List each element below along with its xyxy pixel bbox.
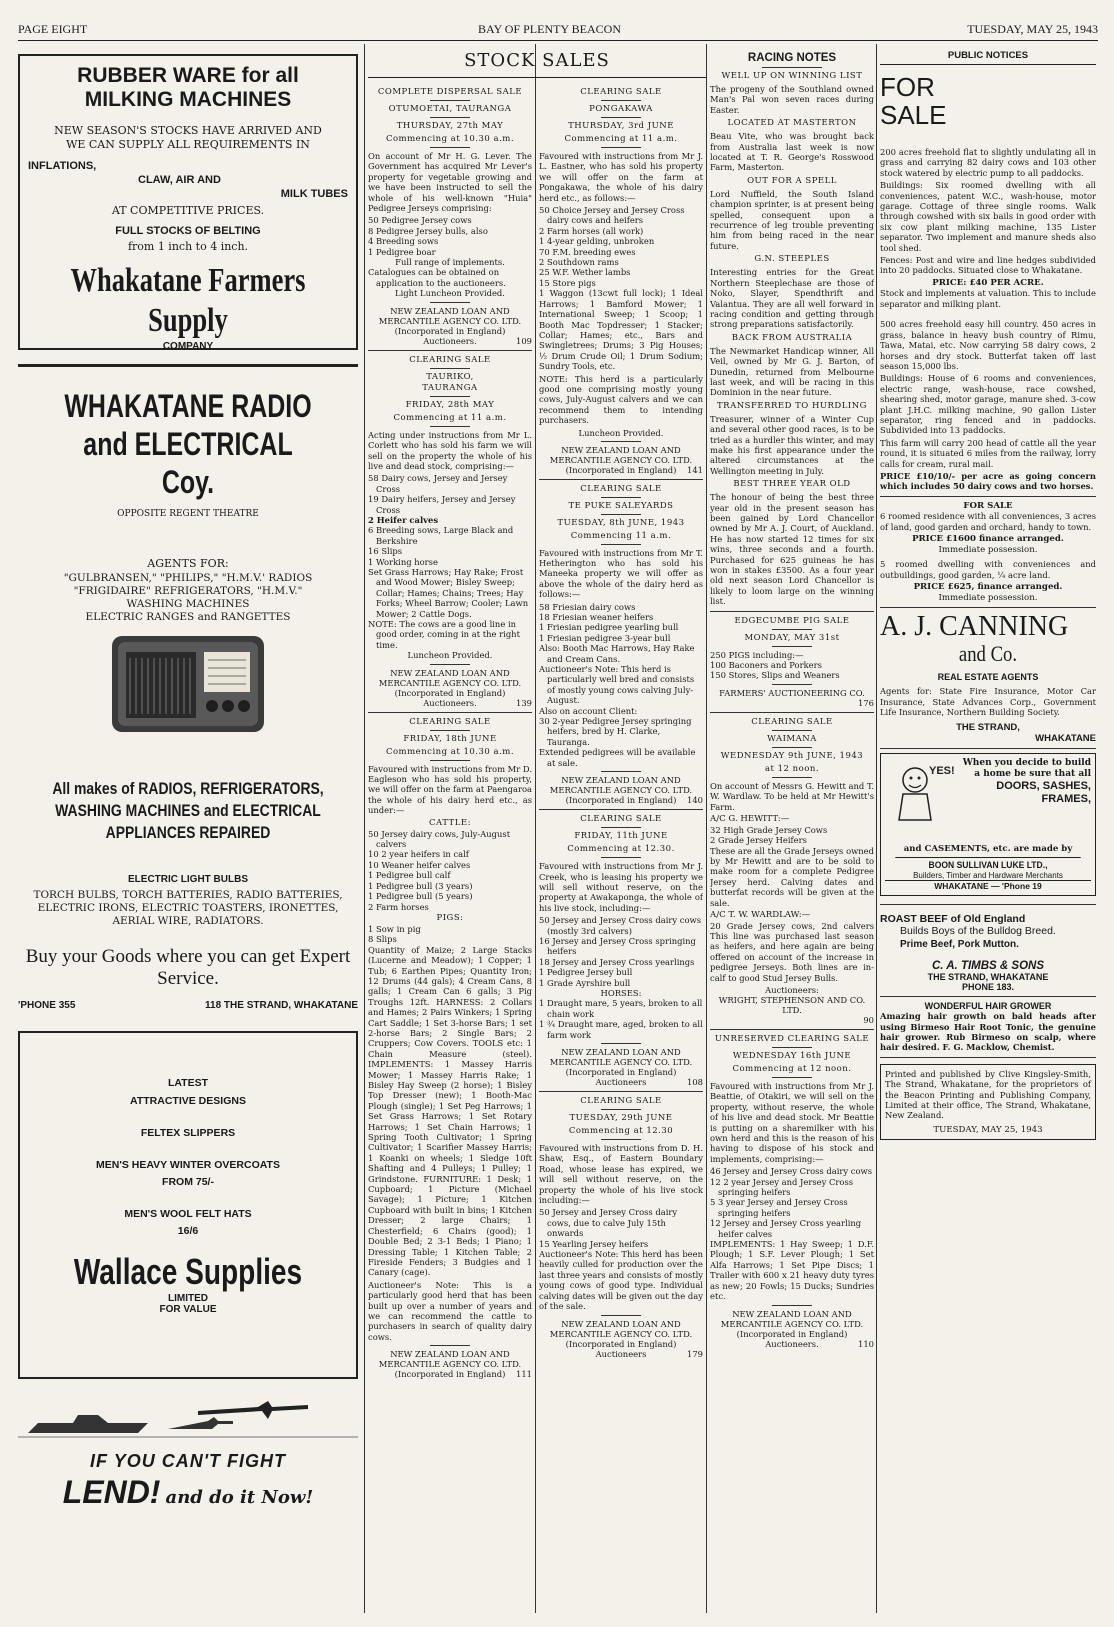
phone-number: WHAKATANE — 'Phone 19 [885,880,1091,891]
ad-text: "FRIGIDAIRE" REFRIGERATORS, "H.M.V." [73,585,303,597]
ad-text: CLAW, AIR AND [138,174,221,186]
notice-body: Immediate possession. [938,544,1038,555]
ad-text: FULL STOCKS OF BELTING [115,225,261,237]
list-item: 1 Sow in pig [368,923,421,934]
ad-text: 16/6 [177,1225,199,1237]
sale-body: 20 Grade Jersey cows, 2nd calvers This line was purchased last season as heifers, and here again are being offered on account of the increase in pedigree Jerseys. Both lines are in-calf to good Stud Jersey Bulls. [710,920,874,983]
sale-time: Commencing at 12.30 [568,1126,674,1136]
ad-text: and CASEMENTS, etc. are made by [903,843,1073,854]
sale-body: IMPLEMENTS: 1 Hay Sweep; 1 D.F. Plough; 1 S.F. Lever Plough; 1 Set Alfa Harrows; 1 Set Pipe Discs; 1 Trailer with 600 x 21 heavy duty tyres as new; 20 Fowls; 15 Ducks; Sundries etc. [710,1239,874,1302]
sale-note: Auctioneer's Note: This herd has been heavily culled for production over the last three years and consists of mostly young cows of good type. Individual calving dates will be given out the day of the sale. [539,1249,703,1312]
ad-repairs: All makes of RADIOS, REFRIGERATORS, WASHING MACHINES and ELECTRICAL APPLIANCES REPAIRED [52,779,324,842]
sale-date: MONDAY, MAY 31st [744,632,840,643]
ad-text: MILK TUBES [280,188,348,200]
notice-body: This farm will carry 200 head of cattle all the year round, it is situated 6 miles from the railway, lorry calls for cream, rural mail. [880,437,1096,469]
radio-illustration [108,630,268,740]
list-item: 2 Southdown rams [539,257,619,268]
account-heading: A/C T. W. WARDLAW:— [710,909,811,920]
sale-place: OTUMOETAI, TAURANGA [388,104,512,114]
list-item: 70 F.M. breeding ewes [539,246,636,257]
sale-body: 1 Waggon (13cwt full lock); 1 Ideal Harrows; 1 Bamford Mower; 1 International Sweep; 1 Scoop; 1 Booth Mac Topdresser; 1 Stacker; Collar; Hames; etc., Bars and Swingletrees; Drums; 3 Pig Houses; ½ Drum Crude Oil; 1 Drum Sodium; Sundry Tools, etc. [539,288,703,372]
sale-pongakawa [539,87,703,475]
public-notices-column [880,44,1096,1613]
ad-text: ELECTRIC LIGHT BULBS [128,874,248,885]
ad-text: AGENTS FOR: [147,557,229,570]
sale-heading: CLEARING SALE [409,354,491,365]
ad-text: OPPOSITE REGENT THEATRE [117,509,259,519]
sale-heading: CLEARING SALE [751,716,833,727]
sale-body: On account of Mr H. G. Lever. The Government has acquired Mr Lever's property for vegetable growing and we have been instructed to sell the whole of his well-known "Huia" Pedigree Jerseys comprising: [368,151,532,214]
list-item: 46 Jersey and Jersey Cross dairy cows [710,1166,872,1177]
ad-number: 90 [863,1014,874,1025]
firm-name: and Co. [958,641,1018,667]
ad-text: DOORS, SASHES, FRAMES, [996,779,1091,805]
ad-number: 111 [516,1369,532,1380]
svg-text:YES!: YES! [929,764,955,777]
list-item: 50 Choice Jersey and Jersey Cross dairy cows and heifers [539,205,685,226]
notice-body: 200 acres freehold flat to slightly undulating all in grass and carrying 82 dairy cows and 103 other stock watered by electric pump to all paddocks. [880,147,1096,178]
phone-number: 'PHONE 355 [18,1000,76,1011]
sale-otumoetai [368,87,532,346]
notice-body: Stock and implements at valuation. This to include separator and milking plant. [880,288,1096,309]
masthead [18,16,1098,41]
roast-beef-ad [880,913,1096,992]
issue-date: TUESDAY, MAY 25, 1943 [967,22,1098,36]
ad-text: Builders, Timber and Hardware Merchants [913,871,1063,881]
column-rule [876,44,877,1613]
canning-ad [880,612,1096,743]
rubber-ware-ad [18,54,358,350]
note-heading: BEST THREE YEAR OLD [733,479,851,490]
ad-text: LIMITED [168,1293,208,1304]
list-item: 2 Grade Jersey Heifers [710,835,807,846]
edgecumbe-pig-sale [710,616,874,708]
list-item: 4 Breeding sows [368,236,439,247]
account-heading: A/C G. HEWITT:— [710,814,790,825]
sale-date: TUESDAY, 29th JUNE [569,1113,673,1123]
ad-text: WHAKATANE [1035,732,1096,744]
auctioneer-label: Auctioneers [595,1348,647,1359]
ad-number: 109 [516,335,532,346]
list-item: 50 Jersey and Jersey Cross dairy cows, due to calve July 15th onwards [539,1207,678,1239]
ad-text: FELTEX SLIPPERS [140,1127,236,1139]
list-item: 16 Jersey and Jersey Cross springing heifers [539,935,696,957]
ad-text: MEN'S WOOL FELT HATS [124,1208,252,1220]
sale-heading: CLEARING SALE [580,483,662,494]
auctioneer: NEW ZEALAND LOAN AND MERCANTILE AGENCY CO. LTD. [549,1047,693,1067]
list-item: 12 Jersey and Jersey Cross yearling heifer calves [710,1218,862,1239]
list-item: 18 Friesian weaner heifers [539,612,654,622]
auctioneer-label: Auctioneers [595,1077,647,1087]
sale-date: WEDNESDAY 16th JUNE [732,1050,852,1061]
ad-number: 179 [687,1348,703,1359]
sale-te-puke [539,484,703,806]
list-item: Extended pedigrees will be available at sale. [539,747,696,768]
unreserved-sale [710,1034,874,1349]
auctioneer-note: (Incorporated in England) [394,1369,506,1380]
sale-date: FRIDAY, 18th JUNE [403,733,497,744]
sale-body: Favoured with instructions from Mr T. Hetherington who has sold his Maneeka property we will offer as above the whole of the dairy herd as follows:— [539,547,703,600]
ad-text: INFLATIONS, [28,160,97,172]
auctioneer: WRIGHT, STEPHENSON AND CO. LTD. [718,994,866,1015]
list-item: 8 Slips [368,934,397,945]
sale-heading: COMPLETE DISPERSAL SALE [377,87,523,97]
wallace-supplies-ad [18,1031,358,1379]
ad-text: MEN'S HEAVY WINTER OVERCOATS [96,1159,280,1171]
subheading: CATTLE: [429,817,471,828]
list-item: Light Luncheon Provided. [395,288,505,299]
sale-date: WEDNESDAY 9th JUNE, 1943 [720,750,864,761]
auctioneer-note: (Incorporated in England) [394,687,506,698]
note-body: Beau Vite, who was brought back from Australia last week is now located at T. R. George's Rosswood Farm, Masterton. [710,131,874,173]
sale-date: TUESDAY, 8th JUNE, 1943 [557,517,685,528]
ad-text: ELECTRIC RANGES and RANGETTES [85,611,291,623]
ad-text: REAL ESTATE AGENTS [937,672,1039,683]
builder-cartoon-icon [885,760,955,824]
sale-place: PONGAKAWA [589,104,653,114]
notice-body: 6 roomed residence with all conveniences, 3 acres of land, good garden and orchard, handy to town. [880,511,1096,532]
ad-text: ATTRACTIVE DESIGNS [130,1095,246,1107]
sale-heading: CLEARING SALE [580,814,662,825]
sale-body: Favoured with instructions from Mr J. Creek, who is leasing his property we will sell without reserve, on the property at Awakaponga, the whole of his live stock, including:— [539,861,703,913]
list-item: 1 Working horse [368,556,438,567]
imprint [880,1064,1096,1141]
list-item: 1 Friesian pedigree 3-year bull [539,632,671,643]
ad-text: LATEST [167,1077,209,1089]
list-item: 2 Farm horses (all work) [539,225,644,236]
section-title: RACING NOTES [747,52,837,64]
list-item: 10 Weaner heifer calves [368,859,471,870]
sale-place: TAURANGA [422,382,478,393]
auctioneer-label: Auctioneers. [423,697,477,708]
list-item: 1 Pedigree boar [368,246,436,257]
auctioneer-note: (Incorporated in England) [565,1338,677,1349]
auctioneer-note: (Incorporated in England) [565,1067,677,1077]
ad-text: AT COMPETITIVE PRICES. [111,204,265,217]
ad-contact [18,1000,358,1014]
auctioneer: FARMERS' AUCTIONEERING CO. [719,687,865,698]
note-body: Treasurer, winner of a Winter Cup and several other good races, is to be tried as a hurdler this winter, and may make his first appearance under the altered circumstances at the Wellington meeting in July. [710,413,874,476]
list-item: Set Grass Harrows; Hay Rake; Frost and Wood Mower; Bisley Sweep; Collar; Hames; Chains; Trees; Hay Forks; Wheel Barrow; Cooler; Lawn Mower; 2 Cattle Dogs. [368,566,529,619]
price: PRICE: £40 PER ACRE. [932,277,1044,288]
auctioneer-label: Auctioneers: [765,984,819,995]
sale-heading: CLEARING SALE [580,1096,662,1106]
sale-heading: UNRESERVED CLEARING SALE [714,1033,870,1044]
note-heading: OUT FOR A SPELL [747,175,837,186]
note-body: The honour of being the best three year old in the present season has been gained by Lord Chancellor owned by Mr A. J. Court, of Auckland. He has now started 12 times for six wins, three seconds and a fourth. Purchased for 625 guineas he has won in stakes £3500. As a four year old next season Lord Chancellor is likely to loom large on the winning list. [710,492,874,607]
sale-shaw [539,1096,703,1359]
ad-headline: ROAST BEEF of Old England [880,913,1026,926]
notice-body: 5 roomed dwelling with conveniences and outbuildings, good garden, ¼ acre land. [880,559,1096,580]
firm-name: C. A. TIMBS & SONS [931,960,1045,973]
list-item: 12 2 year Jersey and Jersey Cross springing heifers [710,1176,854,1198]
sale-date: FRIDAY, 11th JUNE [574,831,668,842]
phone-number: PHONE 183. [961,982,1015,993]
notice-body: 500 acres freehold easy hill country. 450 acres in grass, balance in heavy bush country of Rimu, Tawa, Matai, etc. Now carrying 58 dairy cows, 2 horses and dry stock. Butterfat taken off last season 15,000 lbs. [880,319,1096,371]
war-loan-ad [18,1393,358,1513]
sale-time: Commencing at 12 noon. [732,1063,852,1074]
notice-body: Fences: Post and wire and line hedges subdivided into 20 paddocks. Situated close to Whakatane. [880,255,1096,276]
note-heading: G.N. STEEPLES [754,254,830,265]
auctioneer: NEW ZEALAND LOAN AND MERCANTILE AGENCY CO. LTD. [549,775,693,796]
auctioneer: NEW ZEALAND LOAN AND MERCANTILE AGENCY CO. LTD. [378,305,522,326]
ad-text: NEW SEASON'S STOCKS HAVE ARRIVED AND [54,124,322,137]
auctioneer-note: (Incorporated in England) [736,1328,848,1339]
list-item: 50 Jersey and Jersey Cross dairy cows (mostly 3rd calvers) [539,915,701,936]
auctioneer-label: Auctioneers. [765,1338,819,1349]
advertisement-column [18,44,358,1613]
address: 118 THE STRAND, WHAKATANE [205,1000,358,1011]
column-rule [706,44,707,1613]
sale-creek [539,814,703,1087]
stock-column-2 [539,84,703,1613]
sale-time: Commencing 11 a.m. [570,530,672,541]
ad-number: 140 [687,795,703,806]
firm-name: Wallace Supplies [73,1251,303,1292]
ad-headline: WONDERFUL HAIR GROWER [924,1001,1052,1012]
list-item: Auctioneer's Note: This herd is particularly well bred and consists of mostly young cows calving July-August. [539,664,695,706]
ad-text: COMPANY [162,341,214,352]
waimana-sale [710,717,874,1025]
sale-note: Auctioneer's Note: This is a particularly good herd that has been built up over a number of years and we can recommend the cattle to purchasers in search of quality dairy cows. [368,1279,532,1342]
note-body: The Newmarket Handicap winner, All Veil, owned by Mr G. J. Barton, of Dunedin, returned from Melbourne last week, and will be racing in this Dominion in the near future. [710,345,874,398]
sale-time: Commencing at 12.30. [567,844,675,855]
price: PRICE £625, finance arranged. [913,582,1063,593]
ad-headline: and ELECTRICAL Coy. [83,426,293,500]
sale-date: THURSDAY, 27th MAY [396,121,504,131]
luncheon-note: Luncheon Provided. [578,427,664,438]
list-item: 50 Pedigree Jersey cows [368,215,472,226]
list-item: 6 Breeding sows, Large Black and Berkshire [368,525,514,546]
list-item: 58 Dairy cows, Jersey and Jersey Cross [368,473,508,494]
sale-body: On account of Messrs G. Hewitt and T. W. Wardlaw. To be held at Mr Hewitt's Farm. [710,780,874,812]
sale-time: Commencing at 11 a.m. [393,412,507,423]
sale-body: Favoured with instructions from Mr J. L. Eastner, who has sold his property we will offer on the farm at Pongakawa, the whole of his dairy herd etc., as follows:— [539,151,703,203]
auctioneer-note: (Incorporated in England) [394,325,506,336]
ad-text: "GULBRANSEN," "PHILIPS," "H.M.V.' RADIOS [63,572,313,584]
section-title: STOCK SALES [368,50,706,78]
sale-time: Commencing at 11 a.m. [564,134,678,144]
list-item: 1 Friesian pedigree yearling bull [539,622,679,633]
list-item: Full range of implements. [395,257,505,268]
list-item: 1 Draught mare, 5 years, broken to all chain work [539,998,703,1019]
ad-text: FROM 75/- [162,1176,214,1188]
sale-body: Quantity of Maize; 2 Large Stacks (Lucerne and Meadow); 1 Copper; 1 Tub; 6 Earthen Pipes; Quantity Iron; 12 Drums (44 gals); 4 Cream Cans, 8 galls; 1 Cream Can 6 galls; 3 Pig Troughs 12ft. HARNESS: 2 Collars and Hames; 2 Pairs Winkers; 1 Spring Cart Saddle; 1 Set 3-horse Bars; 1 set 2-horse Bars; 2 Single Bars; 2 Cruppers; Cow Covers. TOOLS etc: 1 Chain Measure (steel). IMPLEMENTS: 1 Massey Harris Mower; 1 Massey Harris Rake; 1 Bisley Hay Sweep (2 horse); 1 Bisley Top Dresser (new); 1 Booth-Mac Plough (single); 1 Set Peg Harrows; 1 Set Grass Harrows; 1 Set Rotary Harrows; 1 Set Chain Harrows; 1 Spring Tooth Cultivator; 1 Spring Cultivator; 1 Scarifier Massey Harris; 1 Koanki on wheels; 1 Sledge 10ft Shafting and 4 Pulleys; 1 Pulley; 1 Grindstone. FURNITURE: 1 Desk; 1 Cupboard; 1 Picture (Michael Savage); 1 Picture; 1 Kitchen Cupboard with built in bins; 1 Kitchen Dresser; 2 large Chairs; 1 Chesterfield; 6 Chairs (good); 1 Double Bed; 2 3-1 Beds; 1 Piano; 1 Dressing Table; 1 Kitchen Table; 2 Fireside Fenders; 3 Budgies and 1 Canary (cage). [368,944,532,1278]
auctioneer-label: Auctioneers. [423,335,477,346]
auctioneer: NEW ZEALAND LOAN AND MERCANTILE AGENCY CO. LTD. [378,667,522,688]
list-item: 5 3 year Jersey and Jersey Cross springing heifers [710,1197,848,1218]
sale-time: Commencing at 10.30 a.m. [385,134,515,144]
sale-place: WAIMANA [767,733,817,744]
ad-slogan: Buy your Goods where you can get Expert Service. [25,946,351,989]
price: PRICE £1600 finance arranged. [912,534,1064,545]
racing-notes-column [710,44,874,1613]
ad-number: 108 [687,1077,703,1087]
auctioneer: NEW ZEALAND LOAN AND MERCANTILE AGENCY CO. LTD. [549,444,693,465]
note-heading: LOCATED AT MASTERTON [727,118,857,129]
boon-sullivan-ad [880,753,1096,897]
ad-number: 141 [687,464,703,475]
auctioneer: NEW ZEALAND LOAN AND MERCANTILE AGENCY CO. LTD. [549,1318,693,1339]
auctioneer-note: (Incorporated in England) [565,795,677,806]
list-item: 100 Baconers and Porkers [710,660,822,671]
notice-body: Buildings: House of 6 rooms and conveniences, electric range, wash-house, race cowshed, shearing shed, motor garage, manure shed. 3-cow plant J.H.C. milking machine, 90 gallon Lister separator, ring fenced and in paddocks. Subdivided into 13 paddocks. [880,373,1096,436]
list-item: 15 Store pigs [539,277,596,288]
sale-heading: CLEARING SALE [409,716,491,727]
sale-place: TE PUKE SALEYARDS [568,500,674,511]
hair-grower-ad [880,1001,1096,1053]
sale-place: TAURIKO, [426,371,474,382]
ad-text: from 1 inch to 4 inch. [127,240,249,253]
list-item: 250 PIGS including:— [710,649,804,660]
slogan-line: IF YOU CAN'T FIGHT [90,1451,286,1471]
price: PRICE £10/10/- per acre as going concern which includes 50 dairy cows and two horses. [880,470,1096,492]
firm-name: BOON SULLIVAN LUKE LTD., [895,857,1080,871]
paper-name: BAY OF PLENTY BEACON [478,22,622,36]
sale-heading: EDGECUMBE PIG SALE [734,615,850,626]
for-sale-heading: FOR SALE [963,500,1013,511]
slogan-lend: LEND! [62,1474,161,1510]
sale-body: Favoured with instructions from D. H. Shaw, Esq., of Eastern Boundary Road, whose lease has expired, we will sell without reserve, on the property the whole of his live stock including:— [539,1143,703,1206]
list-item: 1 Pedigree bull calf [368,870,451,881]
radio-electrical-ad [18,364,358,1011]
list-item: 30 2-year Pedigree Jersey springing heifers, bred by H. Clarke, Tauranga. [539,716,692,747]
list-item: 1 Grade Ayrshire bull [539,977,631,988]
list-item: Also on account Client: [539,705,638,716]
list-item: 1 ¾ Draught mare, aged, broken to all farm work [539,1019,703,1040]
imprint-text: Printed and published by Clive Kingsley-Smith, The Strand, Whakatane, for the proprietors of the Beacon Printing and Publishing Company, Limited at their office, The Strand, Whakatane, New Zealand. [885,1068,1091,1121]
ad-text: When you decide to build a home be sure that all [962,757,1091,779]
list-item: 1 Pedigree bull (3 years) [368,880,473,891]
list-item: 58 Friesian dairy cows [539,601,636,612]
ad-text: WE CAN SUPPLY ALL REQUIREMENTS IN [66,138,310,151]
list-item: 1 Pedigree bull (5 years) [368,891,473,902]
for-sale-heading: FOR SALE [880,72,947,130]
sale-note: NOTE: This herd is a particularly good one comprising mostly young cows, July-August calvers and we can recommend them to intending purchasers. [539,373,703,426]
sale-date: THURSDAY, 3rd JUNE [568,121,674,131]
ad-number: 139 [516,697,532,708]
list-item: 19 Dairy heifers, Jersey and Jersey Cross [368,494,516,515]
firm-name: A. J. CANNING [880,611,1069,643]
list-item: Luncheon Provided. [407,650,493,661]
subheading: PIGS: [436,912,464,923]
sale-body: These are all the Grade Jerseys owned by Mr Hewitt and are to be sold to make room for a complete Pedigree Jersey herd. Calving dates and butterfat records will be given at the sale. [710,845,874,908]
auctioneer: NEW ZEALAND LOAN AND MERCANTILE AGENCY CO. LTD. [378,1349,522,1370]
list-item: HORSES: [600,987,642,998]
address: THE STRAND, WHAKATANE [927,972,1049,983]
sale-date: FRIDAY, 28th MAY [405,399,495,410]
sale-time: at 12 noon. [764,763,820,774]
ad-headline: MILKING MACHINES [84,88,292,111]
list-item: 16 Slips [368,546,403,557]
list-item: 32 High Grade Jersey Cows [710,824,828,835]
stock-column-1 [368,84,532,1613]
list-item: NOTE: The cows are a good line in good order, coming in at the right time. [368,619,520,650]
sale-body: Favoured with instructions from Mr J. Beattie, of Otakiri, we will sell on the property, without reserve, the whole of his live and dead stock. Mr Beattie is putting on a sharemilker with his own herd and this is the reason of his having to dispose of his stock and implements, comprising:— [710,1080,874,1164]
list-item: 25 W.F. Wether lambs [539,267,631,278]
firm-name: Whakatane Farmers Supply [70,262,306,339]
list-item: 2 Heifer calves [368,514,439,525]
ad-text: FOR VALUE [159,1304,217,1315]
auctioneer-note: (Incorporated in England) [565,464,677,475]
note-body: Lord Nuffield, the South Island champion sprinter, is at present being spelled, consequent upon a recurrence of leg trouble preventing him from being raced in the near future. [710,188,874,251]
ad-text: Builds Boys of the Bulldog Breed. [900,925,1056,938]
sale-body: Favoured with instructions from Mr D. Eagleson who has sold his property, we will offer on the farm at Paengaroa the whole of his dairy herd etc., as under:— [368,763,532,816]
list-item: 1 4-year gelding, unbroken [539,236,655,247]
sale-time: Commencing at 10.30 a.m. [385,746,515,757]
list-item: 8 Pedigree Jersey bulls, also [368,225,488,236]
section-title: PUBLIC NOTICES [880,50,1096,65]
slogan-now: and do it Now! [165,1487,314,1508]
ad-headline: RUBBER WARE for all [77,64,299,87]
sale-body: Acting under instructions from Mr L. Corlett who has sold his farm we will sell on the property the whole of his live and dead stock, comprising:— [368,429,532,471]
note-heading: TRANSFERRED TO HURDLING [717,400,867,411]
ad-text: THE STRAND, [956,721,1020,733]
issue-date: TUESDAY, MAY 25, 1943 [933,1124,1043,1135]
ad-text: TORCH BULBS, TORCH BATTERIES, RADIO BATTERIES, ELECTRIC IRONS, ELECTRIC TOASTERS, IRONETTES, AERIAL WIRE, RADIATORS. [33,889,343,927]
sale-eagleson [368,717,532,1380]
ad-text: Amazing hair growth on bald heads after using Birmeso Hair Root Tonic, the genuine hair grower. Rub Birmeso on scalp, where hair desired. F. G. Macklow, Chemist. [880,1011,1096,1053]
column-rule [364,44,365,1613]
ad-text: Prime Beef, Pork Mutton. [900,939,1019,951]
auctioneer: NEW ZEALAND LOAN AND MERCANTILE AGENCY CO. LTD. [720,1308,864,1329]
list-item: 1 Pedigree Jersey bull [539,967,633,978]
ad-text: WASHING MACHINES [126,598,250,610]
ad-text: Agents for: State Fire Insurance, Motor Car Insurance, State Advances Corp., Government Life Insurance, Northern Building Society. [880,686,1096,718]
list-item: 15 Yearling Jersey heifers [539,1238,649,1249]
list-item: Catalogues can be obtained on application to the auctioneers. [368,267,506,288]
ad-number: 110 [858,1338,874,1349]
ad-headline: WHAKATANE RADIO [64,388,312,424]
list-item: 50 Jersey dairy cows, July-August calvers [368,828,511,850]
note-heading: WELL UP ON WINNING LIST [721,71,863,81]
note-heading: BACK FROM AUSTRALIA [731,332,853,343]
ad-number: 176 [858,697,874,708]
list-item: 2 Farm horses [368,901,429,912]
sale-heading: CLEARING SALE [580,87,662,97]
list-item: 10 2 year heifers in calf [368,849,469,860]
list-item: 150 Stores, Slips and Weaners [710,670,840,681]
sale-tauriko [368,355,532,708]
note-body: The progeny of the Southland owned Man's Pal won seven races during Easter. [710,84,874,115]
notice-body: Buildings: Six roomed dwelling with all conveniences, patent W.C., wash-house, motor garage. Cottage of three single rooms. Walk through cowshed with six bails in good order with six cow plant milking machine, 135 Lister separator. Two implement and manure sheds also tool shed. [880,180,1096,253]
page-number: PAGE EIGHT [18,22,88,36]
notice-body: Immediate possession. [938,592,1038,603]
list-item: Also: Booth Mac Harrows, Hay Rake and Cream Cans. [539,643,695,664]
warship-aircraft-icon [18,1393,358,1443]
note-body: Interesting entries for the Great Northern Steeplechase are those of Noko, Slayer, Spendthrift and Valantua. They are all well forward in racing condition and getting through strong preparations satisfactorily. [710,267,874,330]
list-item: 18 Jersey and Jersey Cross yearlings [539,956,695,967]
